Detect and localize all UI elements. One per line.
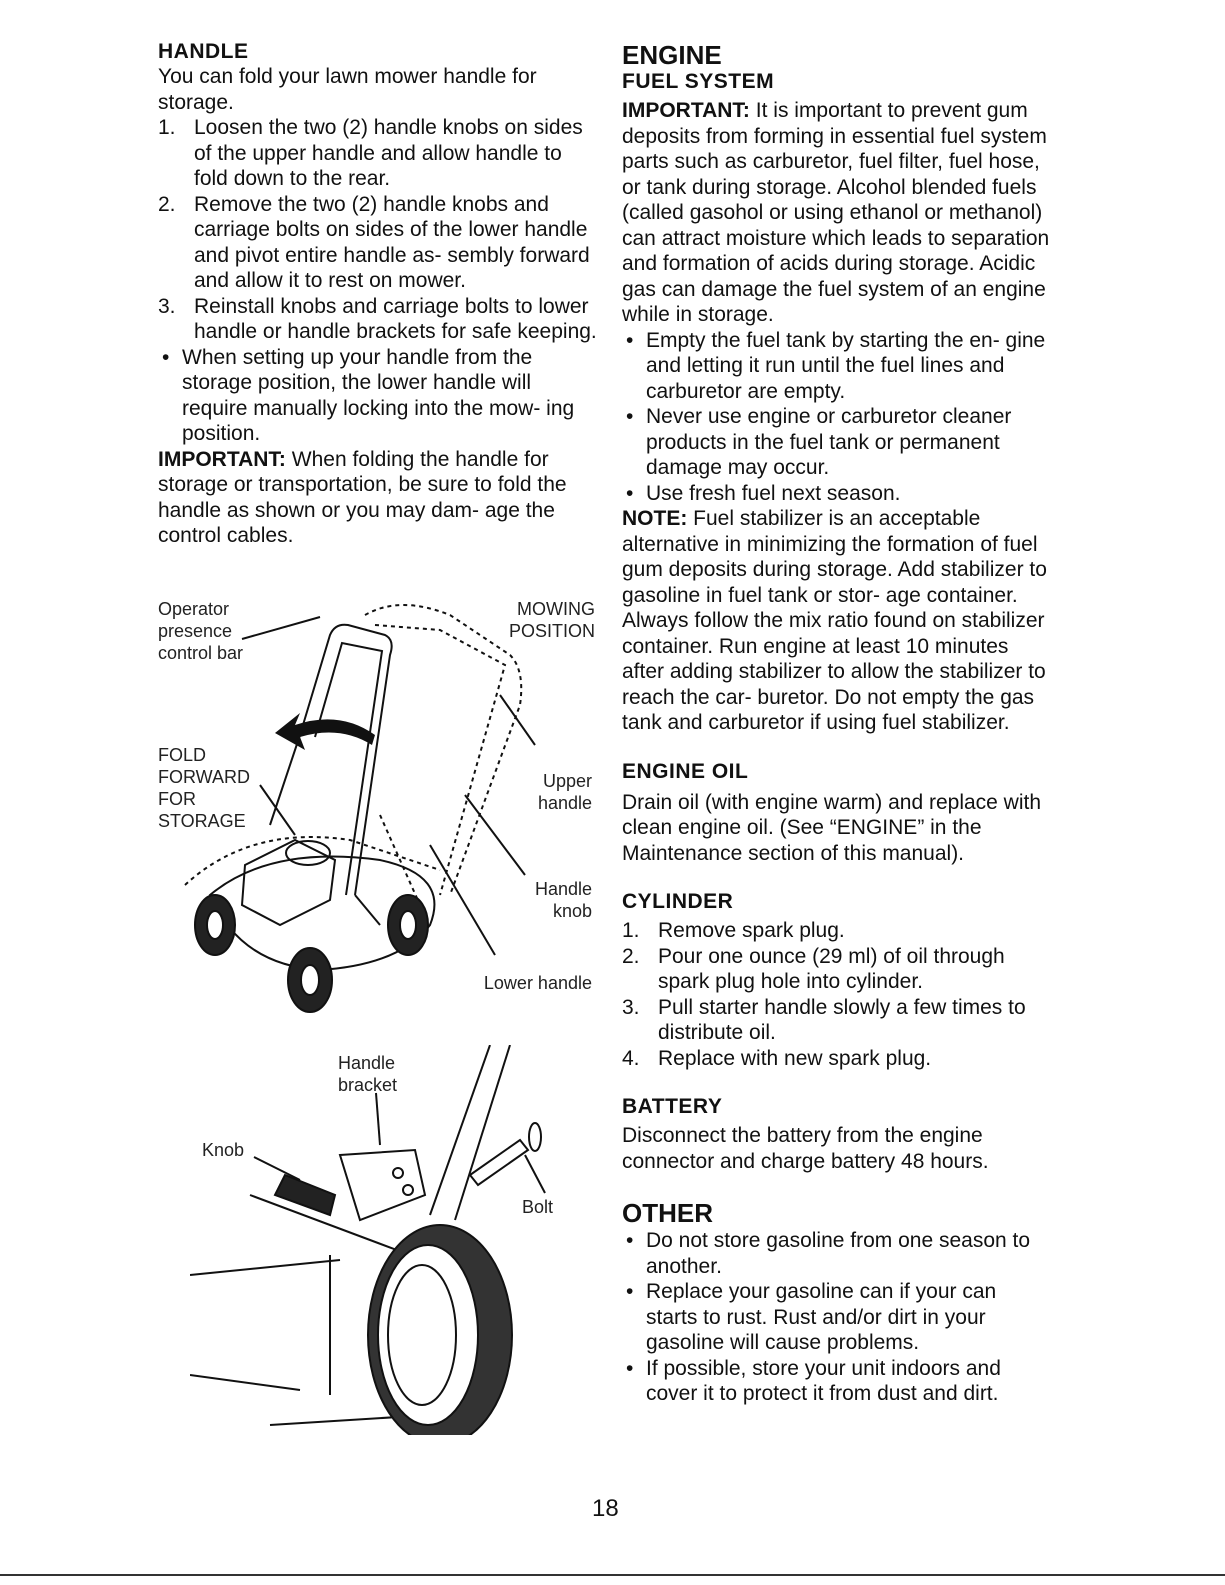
step-text: Pull starter handle slowly a few times to distribute oil. — [658, 995, 1026, 1044]
cylinder-step-2 — [622, 944, 1052, 995]
cylinder-heading: CYLINDER — [622, 890, 734, 913]
for-label: FOR — [158, 789, 196, 809]
left-column — [158, 40, 598, 549]
handle-step-3 — [158, 294, 598, 345]
fuel-bullet-3 — [622, 481, 1052, 507]
fuel-system-heading: FUEL SYSTEM — [622, 70, 775, 93]
right-column — [622, 40, 1052, 1407]
bullet-text: Do not store gasoline from one season to another. — [646, 1229, 1031, 1278]
handle-important — [158, 447, 598, 549]
bullet-dot: • — [626, 481, 634, 505]
forward-label: FORWARD — [158, 767, 250, 787]
mower-fold-figure — [150, 595, 600, 1015]
other-bullet-3 — [622, 1356, 1052, 1407]
storage-label: STORAGE — [158, 811, 246, 831]
bullet-dot: • — [626, 1229, 634, 1252]
bullet-dot: • — [162, 345, 170, 369]
bullet-text: Empty the fuel tank by starting the en- gine and letting it run until the fuel lines and carburetor are empty. — [646, 328, 1046, 403]
page-bottom-rule — [0, 1574, 1225, 1576]
other-heading: OTHER — [622, 1198, 713, 1228]
handle-knob-label-2: knob — [552, 901, 592, 921]
mowing-label: MOWING — [517, 599, 595, 619]
handle-knob-label-1: Handle — [534, 879, 592, 899]
bullet-dot: • — [626, 328, 634, 352]
step-text: Remove the two (2) handle knobs and carriage bolts on sides of the lower handle and pivot entire handle as- sembly forward and allow it to rest on mower. — [194, 192, 590, 292]
cylinder-step-4 — [622, 1046, 1052, 1072]
handle-intro: You can fold your lawn mower handle for storage. — [158, 65, 537, 114]
important-label: IMPORTANT: — [158, 447, 286, 471]
handle-bracket-label-1: Handle — [338, 1053, 396, 1073]
bullet-dot: • — [626, 1280, 634, 1303]
handle-step-2 — [158, 192, 598, 294]
handle-bracket-label-2: bracket — [338, 1075, 398, 1095]
fold-label: FOLD — [158, 745, 207, 765]
presence-label: presence — [158, 621, 233, 641]
battery-heading: BATTERY — [622, 1095, 723, 1118]
upper-handle-label-2: handle — [537, 793, 592, 813]
operator-label: Operator — [158, 599, 230, 619]
fuel-bullet-2 — [622, 404, 1052, 481]
other-bullet-2 — [622, 1279, 1052, 1356]
engine-oil-text: Drain oil (with engine warm) and replace with clean engine oil. (See “ENGINE” in the Maintenance section of this manual). — [622, 790, 1042, 865]
important-text: It is important to prevent gum deposits from forming in essential fuel system parts such as carburetor, fuel filter, fuel hose, or tank during storage. Alcohol blended fuels (called gasohol or using ethanol or methanol) can attract moisture which leads to separation and formation of acids during storage. Acidic gas can damage the fuel system of an engine while in storage. — [622, 99, 1050, 326]
step-number: 2. — [622, 944, 640, 968]
bullet-text: If possible, store your unit indoors and cover it to protect it from dust and dirt. — [646, 1356, 1001, 1405]
upper-handle-label-1: Upper — [542, 771, 592, 791]
handle-bracket-drawing — [190, 1045, 590, 1435]
fuel-important — [622, 98, 1052, 328]
fuel-bullet-1 — [622, 328, 1052, 405]
step-text: Remove spark plug. — [658, 919, 845, 942]
engine-heading: ENGINE — [622, 40, 722, 70]
step-number: 3. — [622, 995, 640, 1019]
step-text: Pour one ounce (29 ml) of oil through spark plug hole into cylinder. — [658, 944, 1005, 993]
bullet-dot: • — [626, 1356, 634, 1380]
lower-handle-label: Lower handle — [483, 973, 592, 993]
step-number: 1. — [158, 116, 176, 139]
note-text: Fuel stabilizer is an acceptable alternative in minimizing the formation of fuel gum deposits during storage. Add stabilizer to gasoline in fuel tank or stor- age container. Always follow the mix ratio found on stabilizer container. Run engine at least 10 minutes after adding stabilizer to allow the stabilizer to reach the car- buretor. Do not empty the gas tank and carburetor if using fuel stabilizer. — [622, 507, 1047, 734]
battery-text: Disconnect the battery from the engine connector and charge battery 48 hours. — [622, 1124, 989, 1173]
other-bullet-1 — [622, 1228, 1052, 1279]
step-text: Replace with new spark plug. — [658, 1046, 932, 1070]
bullet-text: Never use engine or carburetor cleaner products in the fuel tank or permanent damage may occur. — [646, 405, 1012, 479]
note-label: NOTE: — [622, 507, 688, 530]
step-number: 3. — [158, 294, 176, 318]
position-label: POSITION — [508, 621, 595, 641]
step-text: Reinstall knobs and carriage bolts to lower handle or handle brackets for safe keeping. — [194, 294, 597, 343]
important-text: When folding the handle for storage or transportation, be sure to fold the handle as shown or you may dam- age the control cables. — [158, 447, 567, 547]
cylinder-step-3 — [622, 995, 1052, 1046]
step-text: Loosen the two (2) handle knobs on sides of the upper handle and allow handle to fold down to the rear. — [194, 116, 583, 190]
fuel-note — [622, 506, 1052, 736]
page-number: 18 — [592, 1495, 619, 1522]
handle-bullet — [158, 345, 598, 447]
step-number: 4. — [622, 1046, 640, 1070]
bullet-text: Use fresh fuel next season. — [646, 481, 901, 505]
handle-heading: HANDLE — [158, 40, 249, 63]
bullet-dot: • — [626, 405, 634, 428]
step-number: 1. — [622, 919, 640, 942]
bolt-label: Bolt — [522, 1197, 554, 1217]
knob-label: Knob — [202, 1140, 245, 1160]
bullet-text: Replace your gasoline can if your can starts to rust. Rust and/or dirt in your gasoline will cause problems. — [646, 1280, 997, 1354]
handle-bracket-figure — [190, 1045, 590, 1435]
step-number: 2. — [158, 192, 176, 216]
cylinder-step-1 — [622, 918, 1052, 944]
important-label: IMPORTANT: — [622, 99, 750, 122]
handle-step-1 — [158, 115, 598, 192]
bullet-text: When setting up your handle from the storage position, the lower handle will require manually locking into the mow- ing position. — [182, 345, 575, 445]
engine-oil-heading: ENGINE OIL — [622, 759, 749, 783]
control-bar-label: control bar — [158, 643, 244, 663]
